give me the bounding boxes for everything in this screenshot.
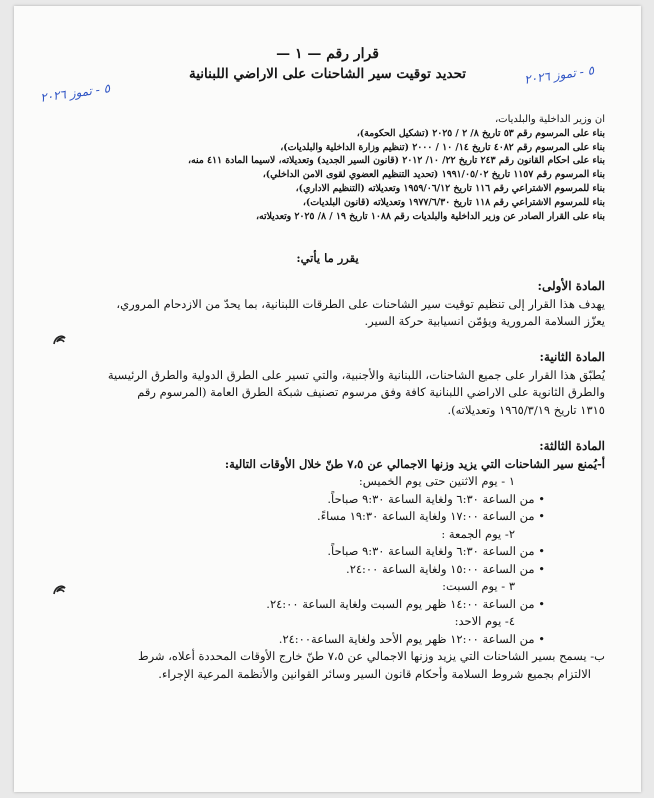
handwritten-date-left: ٥ - تموز ٢٠٢٦ [39,81,111,105]
preamble-line: بناء المرسوم رقم ١١٥٧ تاريخ ١٩٩١/٠٥/٠٢ (تحديد التنظيم العضوي لقوى الامن الداخلي)، [262,169,605,181]
article-line: يهدف هذا القرار إلى تنظيم توقيت سير الشاحنات على الطرقات اللبنانية، بما يحدّ من الازدحام المروري، [116,296,605,311]
article-2 [45,349,605,419]
preamble [45,113,605,223]
handwritten-date-right: ٥ - تموز ٢٠٢٦ [523,63,595,87]
day-group-label: ٣ - يوم السبت: [442,579,515,593]
document-page [14,6,641,792]
initials-mark [52,583,68,597]
time-range-item: • من الساعة ٦:٣٠ ولغاية الساعة ٩:٣٠ صباحاً. [327,544,545,558]
article-heading: المادة الثانية: [539,350,605,364]
time-range-item: • من الساعة ٦:٣٠ ولغاية الساعة ٩:٣٠ صباحاً. [327,491,545,506]
clause-b-line: ب- يسمح بسير الشاحنات التي يزيد وزنها الاجمالي عن ٧،٥ طنّ خارج الأوقات المحددة أعلاه، شرط [137,649,605,663]
preamble-line: ان وزير الداخلية والبلديات، [494,114,605,125]
decides-heading: يقرر ما يأتي: [296,251,359,265]
initials-mark [52,333,68,347]
decision-number: قرار رقم — ١ — [276,46,379,62]
preamble-line: بناء للمرسوم الاشتراعي رقم ١١٦ تاريخ ١٩٥٩/٠٦/١٢ وتعديلاته (التنظيم الاداري)، [295,182,605,194]
article-1 [45,278,605,331]
preamble-line: بناء على المرسوم رقم ٥٣ تاريخ ٨/ ٢ / ٢٠٢٥ (تشكيل الحكومة)، [356,127,605,139]
time-range-item: • من الساعة ١٧:٠٠ ولغاية الساعة ١٩:٣٠ مساءً. [317,509,545,523]
time-range-item: • من الساعة ١٥:٠٠ ولغاية الساعة ٢٤:٠٠. [346,561,545,576]
article-heading: المادة الثالثة: [539,439,605,453]
preamble-line: بناء على القرار الصادر عن وزير الداخلية والبلديات رقم ١٠٨٨ تاريخ ١٩ / ٨/ ٢٠٢٥ وتعديلاته، [256,210,605,222]
day-group-label: ٤- يوم الاحد: [454,614,515,628]
preamble-line: بناء على المرسوم رقم ٤٠٨٢ تاريخ ١٤/ ١٠ / ٢٠٠٠ (تنظيم وزارة الداخلية والبلديات)، [280,141,605,153]
clause-b-line: الالتزام بجميع شروط السلامة وأحكام قانون السير وسائر القوانين والأنظمة المرعية الإجراء. [158,666,591,681]
day-group-label: ١ - يوم الاثنين حتى يوم الخميس: [358,474,515,488]
time-range-item: • من الساعة ١٤:٠٠ ظهر يوم السبت ولغاية الساعة ٢٤:٠٠. [266,596,545,611]
day-group-label: ٢- يوم الجمعة : [441,526,515,541]
article-line: يعزّز السلامة المرورية ويؤمّن انسيابية حركة السير. [364,314,605,328]
article-line: ١٣١٥ تاريخ ١٩٦٥/٣/١٩ وتعديلاته). [447,402,605,417]
time-range-item: • من الساعة ١٢:٠٠ ظهر يوم الأحد ولغاية الساعة٢٤:٠٠. [278,631,545,646]
article-line: والطرق الثانوية على الاراضي اللبنانية كافة وفق مرسوم تصنيف شبكة الطرق العامة (المرسوم رقم [137,385,605,399]
article-line: يُطبّق هذا القرار على جميع الشاحنات، اللبنانية والأجنبية، والتي تسير على الطرق الدولية والطرق الرئيسية [107,367,605,382]
preamble-line: بناء على احكام القانون رقم ٢٤٣ تاريخ ٢٢/ ١٠/ ٢٠١٢ (قانون السير الجديد) وتعديلاته، لاسيما المادة ٤١١ منه، [188,155,605,167]
article-intro: أ-يُمنع سير الشاحنات التي يزيد وزنها الاجمالي عن ٧،٥ طنّ خلال الأوقات التالية: [224,456,605,471]
article-heading: المادة الأولى: [537,279,605,293]
preamble-line: بناء للمرسوم الاشتراعي رقم ١١٨ تاريخ ١٩٧٧/٦/٣٠ وتعديلاته (قانون البلديات)، [302,196,605,208]
decision-title: تحديد توقيت سير الشاحنات على الاراضي اللبنانية [188,66,467,82]
article-3 [45,438,605,683]
